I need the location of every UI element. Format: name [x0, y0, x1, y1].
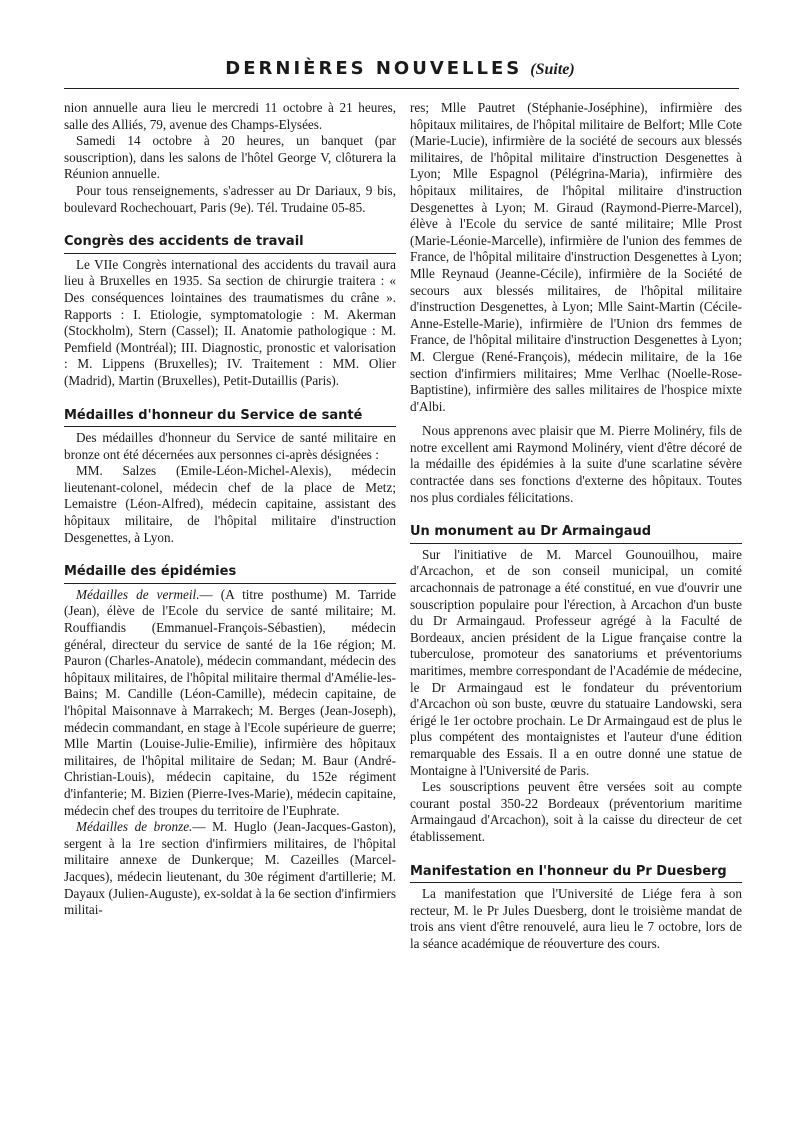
vermeil-label: Médailles de vermeil.: [76, 586, 200, 602]
right-column: [410, 100, 742, 953]
molinery-paragraph: Nous apprenons avec plaisir que M. Pierre Molinéry, fils de notre excellent ami Raymond Molinéry, vient d'être décoré de la médaille des épidémies à la suite d'une scarlatine sévère contractée dans ses fonctions d'externe des hôpitaux. Toutes nos plus cordiales félicitations.: [410, 423, 742, 505]
bronze-label: Médailles de bronze.: [76, 819, 193, 835]
intro-paragraph-1: nion annuelle aura lieu le mercredi 11 octobre à 21 heures, salle des Alliés, 79, avenue des Champs-Elysées.: [64, 100, 396, 132]
medailles-honneur-paragraph-1: Des médailles d'honneur du Service de santé militaire en bronze ont été décernées aux personnes ci-après désignées :: [64, 430, 396, 462]
continuation-paragraph: res; Mlle Pautret (Stéphanie-Joséphine), infirmière des hôpitaux militaires, de l'hôpital militaire de Belfort; Mlle Cote (Marie-Lucie), infirmière de la société de secours aux blessés militaires, de l'hôpital militaire d'instruction Desgenettes à Lyon; Mlle Espagnol (Pélégrina-Maria), infirmière des hôpitaux militaires, de l'hôpital militaire d'instruction Desgenettes à Lyon; M. Giraud (Raymond-Pierre-Marcel), élève à l'Ecole du service de santé militaire; Mlle Prost (Marie-Léonie-Marcelle), infirmière de l'union des femmes de France, de l'hôpital militaire d'instruction Desgenettes à Lyon; Mlle Reynaud (Jeanne-Cécile), infirmière de la Société de secours aux blessés militaires, de l'hôpital militaire d'instruction Desgenettes, à Lyon; Mlle Saint-Martin (Cécile-Anne-Estelle-Marie), infirmière de l'Union drs femmes de France, de l'hôpital militaire d'instruction Desgenettes à Lyon; M. Clergue (René-François), médecin militaire, de la 16e section d'infirmiers militaires; Mme Verlhac (Noelle-Rose-Baptistine), infirmière des salles militaires de l'hospice mixte d'Albi.: [410, 100, 742, 414]
intro-paragraph-3: Pour tous renseignements, s'adresser au Dr Dariaux, 9 bis, boulevard Rochechouart, Paris (9e). Tél. Trudaine 05-85.: [64, 182, 396, 215]
duesberg-paragraph: La manifestation que l'Université de Liége fera à son recteur, M. le Pr Jules Duesberg, dont le troisième mandat de trois ans vient d'être renouvelé, aura lieu le 7 octobre, lors de la séance académique de réouverture des cours.: [410, 886, 742, 951]
monument-paragraph-2: Les souscriptions peuvent être versées soit au compte courant postal 350-22 Bordeaux (préventorium maritime Armaingaud d'Arcachon), soit à la caisse du directeur de cet établissement.: [410, 779, 742, 844]
bronze-text: — M. Huglo (Jean-Jacques-Gaston), sergent à la 1re section d'infirmiers militaires, de l'hôpital militaire annexe de Dunkerque; M. Cazeilles (Marcel-Jacques), médecin lieutenant, du 30e régiment d'artillerie; M. Dayaux (Julien-Auguste), ex-soldat à la 6e section d'infirmiers militai-: [64, 819, 396, 918]
left-column: [64, 100, 396, 919]
header-suite: (Suite): [530, 61, 575, 78]
duesberg-title: Manifestation en l'honneur du Pr Duesberg: [410, 864, 742, 884]
monument-paragraph-1: Sur l'initiative de M. Marcel Gounouilhou, maire d'Arcachon, et de son conseil municipal, un comité arcachonnais de patronage a été constitué, en vue d'ouvrir une souscription populaire pour l'érection, à Arcachon d'un buste du Dr Armaingaud. Professeur agrégé à la Faculté de Bordeaux, ancien président de la Ligue française contre la tuberculose, promoteur des sanatoriums et préventoriums maritimes, membre correspondant de l'Académie de médecine, le Dr Armaingaud est le fondateur du préventorium d'Arcachon où son buste, œuvre du statuaire Landowski, sera érigé le 1er octobre prochain. Le Dr Armaingaud est de plus le plus compétent des montaignistes et l'auteur d'une édition remarquable des Essais. Il a en outre donné une statue de Montaigne à l'Université de Paris.: [410, 546, 742, 778]
congres-title: Congrès des accidents de travail: [64, 234, 396, 254]
header-rule: [64, 88, 739, 89]
vermeil-paragraph: [64, 587, 396, 819]
header-title: DERNIÈRES NOUVELLES: [225, 58, 523, 79]
medailles-honneur-paragraph-2: MM. Salzes (Emile-Léon-Michel-Alexis), médecin lieutenant-colonel, médecin chef de la place de Metz; Lemaistre (Léon-Alfred), médecin capitaine, assistant des hôpitaux militaire, de l'hôpital militaire d'instruction Desgenettes, à Lyon.: [64, 463, 396, 545]
vermeil-text: — (A titre posthume) M. Tarride (Jean), élève de l'Ecole du service de santé militaire; M. Rouffiandis (Emmanuel-François-Sébastien), médecin général, directeur du service de santé de la 16e région; M. Pauron (Charles-Anatole), médecin commandant, médecin des hôpitaux militaires, de l'hôpital militaire thermal d'Amélie-les-Bains; M. Candille (Léon-Camille), médecin capitaine, de l'hôpital Maisonnave à Marrakech; M. Berges (Jean-Joseph), médecin commandant, en stage à l'Ecole supérieure de guerre; Mlle Martin (Louise-Julie-Emilie), infirmière des hôpitaux militaires, de l'hôpital militaire de Sedan; M. Baur (André-Christian-Louis), médecin capitaine, du 152e régiment d'infanterie; M. Bizien (Pierre-Ives-Marie), médecin capitaine, médecin chef des troupes du territoire de l'Euphrate.: [64, 586, 397, 818]
congres-paragraph: Le VIIe Congrès international des accidents du travail aura lieu à Bruxelles en 1935. Sa section de chirurgie traitera : « Des conséquences lointaines des traumatismes du crâne ». Rapports : I. Etiologie, symptomatologie : M. Akerman (Stockholm), Stern (Cassel); II. Anatomie pathologique : M. Pemfield (Montréal); III. Diagnostic, pronostic et valorisation : M. Lippens (Bruxelles); IV. Traitement : MM. Olier (Madrid), Martin (Bruxelles), Petit-Dutaillis (Paris).: [64, 256, 396, 388]
monument-title: Un monument au Dr Armaingaud: [410, 524, 742, 544]
epidemies-title: Médaille des épidémies: [64, 564, 396, 584]
intro-paragraph-2: Samedi 14 octobre à 20 heures, un banquet (par souscription), dans les salons de l'hôtel George V, clôturera la Réunion annuelle.: [64, 133, 396, 182]
medailles-honneur-title: Médailles d'honneur du Service de santé: [64, 408, 396, 428]
page-header: [0, 58, 800, 79]
bronze-paragraph: [64, 819, 396, 919]
